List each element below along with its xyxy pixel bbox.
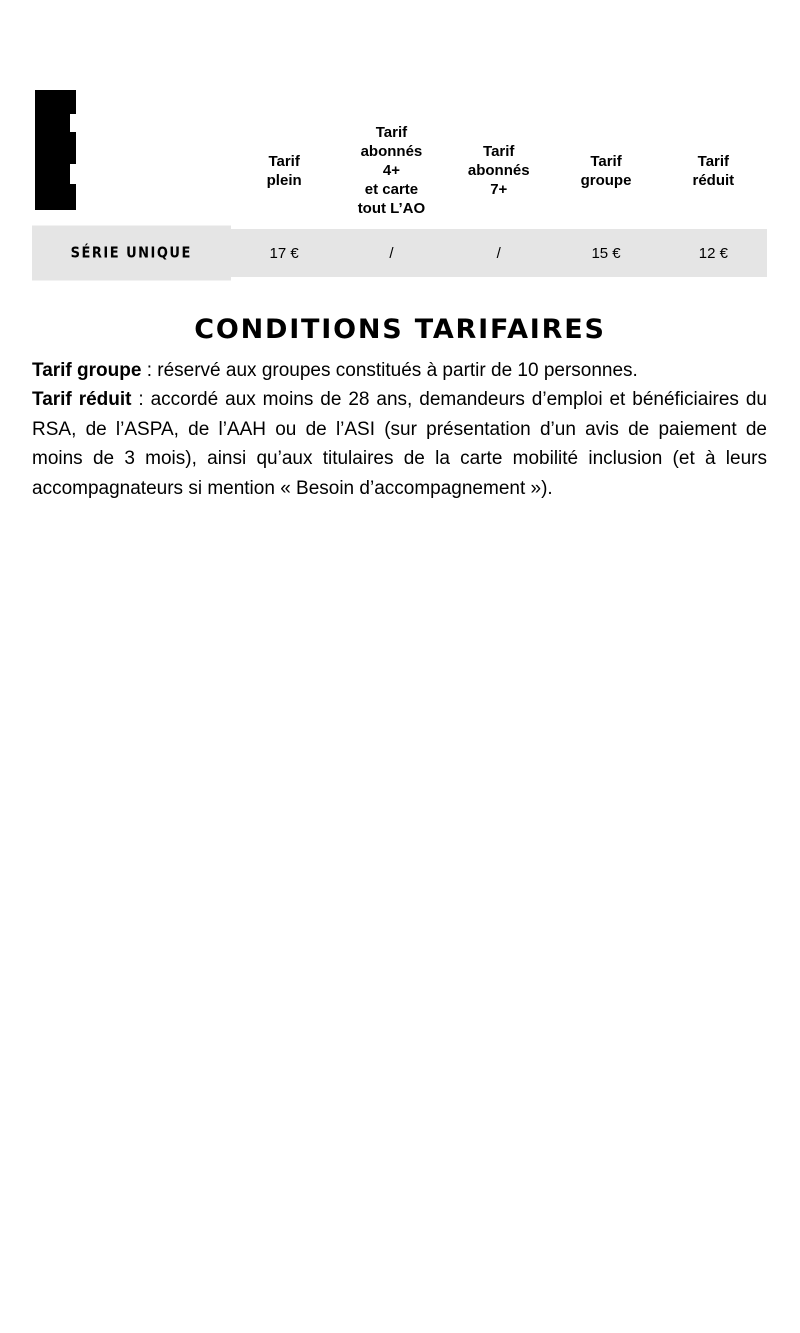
header-tarif-groupe: Tarif groupe	[580, 152, 632, 189]
price-tarif-abonnes-4: /	[338, 229, 445, 277]
header-tarif-reduit: Tarif réduit	[692, 152, 735, 189]
conditions-text	[32, 356, 767, 503]
header-tarif-abonnes-4: Tarif abonnés 4+ et carte tout L’AO	[357, 124, 426, 217]
conditions-title: CONDITIONS TARIFAIRES	[194, 314, 606, 345]
header-tarif-abonnes-7: Tarif abonnés 7+	[467, 143, 530, 198]
condition-description: : accordé aux moins de 28 ans, demandeurs d’emploi et bénéficiaires du RSA, de l’ASPA, de l’AAH ou de l’ASI (sur présentation d’un avis de paiement de moins de 3 mois), ainsi qu’aux titulaires de la carte mobilité inclusion (et à leurs accompagnateurs si mention « Besoin d’accompagnement »).	[32, 389, 767, 499]
pricing-header-row	[32, 112, 767, 229]
price-tarif-groupe: 15 €	[552, 229, 659, 277]
condition-tarif-groupe	[32, 356, 767, 385]
header-blank	[32, 112, 231, 229]
price-tarif-reduit: 12 €	[660, 229, 767, 277]
table-row	[32, 229, 767, 277]
pricing-table	[32, 112, 767, 277]
condition-term: Tarif groupe	[32, 360, 142, 381]
condition-tarif-reduit	[32, 385, 767, 503]
row-label-serie-unique: SÉRIE UNIQUE	[32, 225, 231, 280]
condition-term: Tarif réduit	[32, 389, 132, 411]
header-tarif-plein: Tarif plein	[266, 152, 302, 189]
condition-description: : réservé aux groupes constitués à partir de 10 personnes.	[141, 360, 638, 381]
price-tarif-plein: 17 €	[231, 229, 338, 277]
price-tarif-abonnes-7: /	[445, 229, 552, 277]
